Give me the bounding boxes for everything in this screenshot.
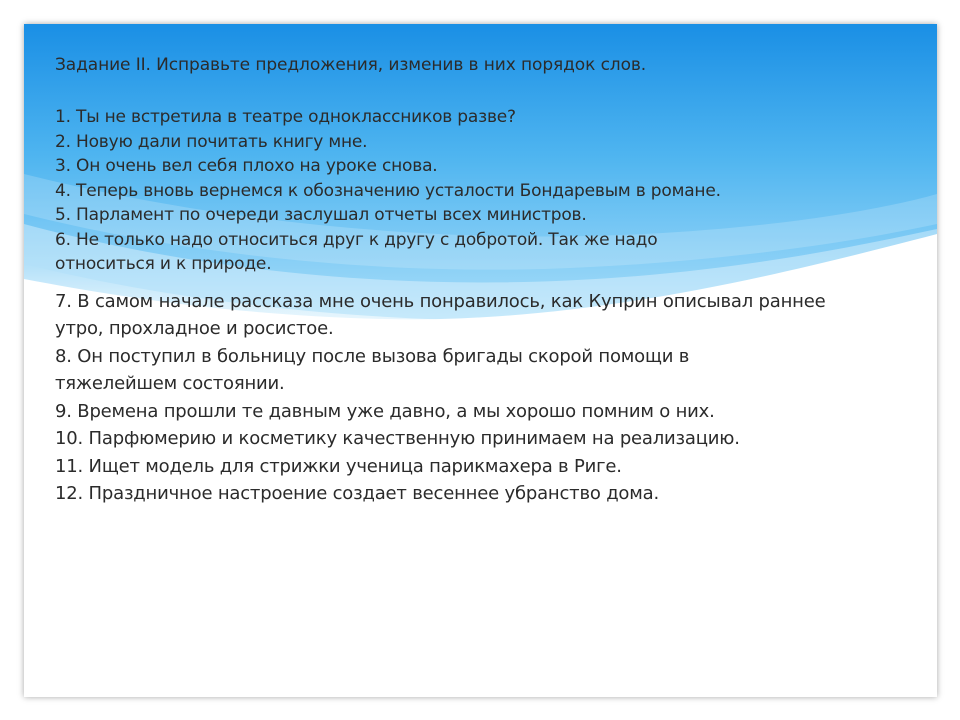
sentence-4: 4. Теперь вновь вернемся к обозначению усталости Бондаревым в романе. [55, 180, 721, 201]
sentence-9: 9. Времена прошли те давным уже давно, а мы хорошо помним о них. [55, 400, 715, 422]
sentence-8: 8. Он поступил в больницу после вызова бригады скорой помощи в тяжелейшем состоянии. [55, 345, 690, 394]
task-title: Задание II. Исправьте предложения, изменив в них порядок слов. [55, 55, 647, 75]
sentence-3: 3. Он очень вел себя плохо на уроке снова. [55, 156, 438, 176]
sentence-6: 6. Не только надо относиться друг к другу с добротой. Так же надо относиться и к природе. [55, 229, 658, 274]
sentence-12: 12. Праздничное настроение создает весеннее убранство дома. [55, 483, 659, 504]
sentence-1: 1. Ты не встретила в театре одноклассников разве? [55, 107, 516, 127]
sentence-10: 10. Парфюмерию и косметику качественную принимаем на реализацию. [55, 428, 740, 449]
slide-card [24, 24, 937, 697]
sentence-2: 2. Новую дали почитать книгу мне. [55, 131, 368, 152]
sentence-list-a [55, 105, 915, 277]
sentence-7: 7. В самом начале рассказа мне очень понравилось, как Куприн описывал раннее утро, прохладное и росистое. [55, 290, 826, 339]
slide-content [55, 53, 915, 508]
sentence-11: 11. Ищет модель для стрижки ученица парикмахера в Риге. [55, 455, 622, 477]
sentence-list-b [55, 288, 915, 508]
sentence-5: 5. Парламент по очереди заслушал отчеты всех министров. [55, 205, 587, 225]
